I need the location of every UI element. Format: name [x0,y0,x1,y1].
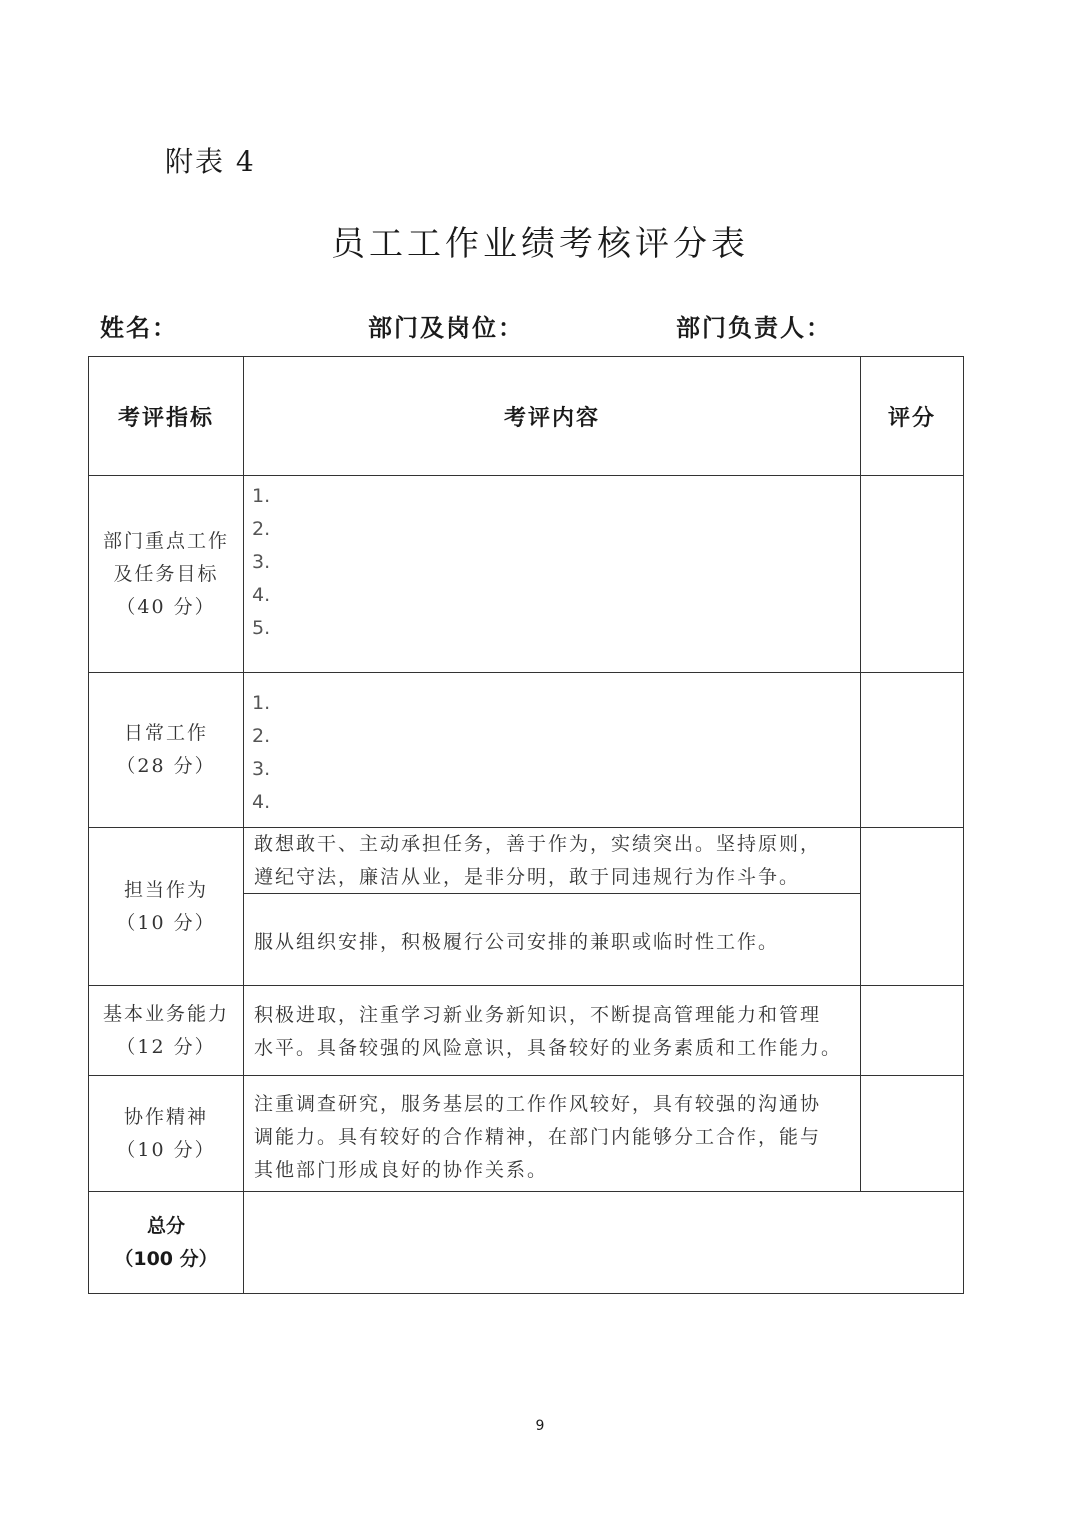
evaluation-table [88,356,964,1294]
indicator-label: 日常工作 [123,722,208,744]
content-cell [243,672,861,828]
indicator-cell [88,475,244,673]
content-line: 敢想敢干、主动承担任务，善于作为，实绩突出。坚持原则， [254,833,822,855]
content-line: 服从组织安排，积极履行公司安排的兼职或临时性工作。 [254,931,780,953]
content-cell [243,893,861,986]
list-item: 2. [252,518,271,540]
indicator-points: （10 分） [116,911,216,934]
score-cell [860,475,964,673]
department-head-field-label: 部门负责人： [676,314,832,342]
indicator-label: 基本业务能力 [102,1002,229,1025]
document-title: 员工工作业绩考核评分表 [331,224,749,264]
list-item: 5. [252,617,271,639]
total-label-cell [88,1191,244,1294]
score-cell [860,1075,964,1192]
indicator-label: 及任务目标 [113,562,219,585]
indicator-cell [88,827,244,986]
column-header-content: 考评内容 [243,356,861,476]
list-item: 4. [252,584,271,606]
content-cell [243,985,861,1076]
list-item: 1. [252,485,271,507]
indicator-label: 担当作为 [123,878,208,901]
score-cell [860,827,964,986]
indicator-cell [88,1075,244,1192]
name-field-label: 姓名： [100,314,178,342]
score-cell [860,985,964,1076]
indicator-label: 协作精神 [123,1105,208,1128]
indicator-cell [88,672,244,828]
score-cell [860,672,964,828]
department-position-field-label: 部门及岗位： [368,314,524,342]
indicator-points: （28 分） [116,755,216,777]
column-header-indicator: 考评指标 [88,356,244,476]
content-cell [243,827,861,894]
list-item: 3. [252,551,271,573]
content-cell [243,1075,861,1192]
total-label: 总分 [146,1214,185,1237]
content-line: 水平。具备较强的风险意识，具备较好的业务素质和工作能力。 [254,1037,843,1059]
content-line: 其他部门形成良好的协作关系。 [254,1159,549,1181]
column-header-score: 评分 [860,356,964,476]
indicator-points: （40 分） [116,595,216,618]
indicator-cell [88,985,244,1076]
list-item: 3. [252,758,271,780]
page-number: 9 [535,1418,545,1434]
total-score-cell [243,1191,964,1294]
list-item: 4. [252,791,271,813]
content-line: 调能力。具有较好的合作精神，在部门内能够分工合作，能与 [254,1126,822,1148]
content-line: 注重调查研究，服务基层的工作作风较好，具有较强的沟通协 [254,1093,822,1115]
appendix-label: 附表 4 [165,145,256,178]
indicator-label: 部门重点工作 [102,529,229,552]
indicator-points: （10 分） [116,1138,216,1161]
content-line: 积极进取，注重学习新业务新知识，不断提高管理能力和管理 [254,1004,822,1026]
list-item: 1. [252,692,271,714]
total-points: （100 分） [114,1247,218,1270]
indicator-points: （12 分） [116,1035,216,1058]
content-line: 遵纪守法，廉洁从业，是非分明，敢于同违规行为作斗争。 [254,866,801,888]
list-item: 2. [252,725,271,747]
content-cell [243,475,861,673]
